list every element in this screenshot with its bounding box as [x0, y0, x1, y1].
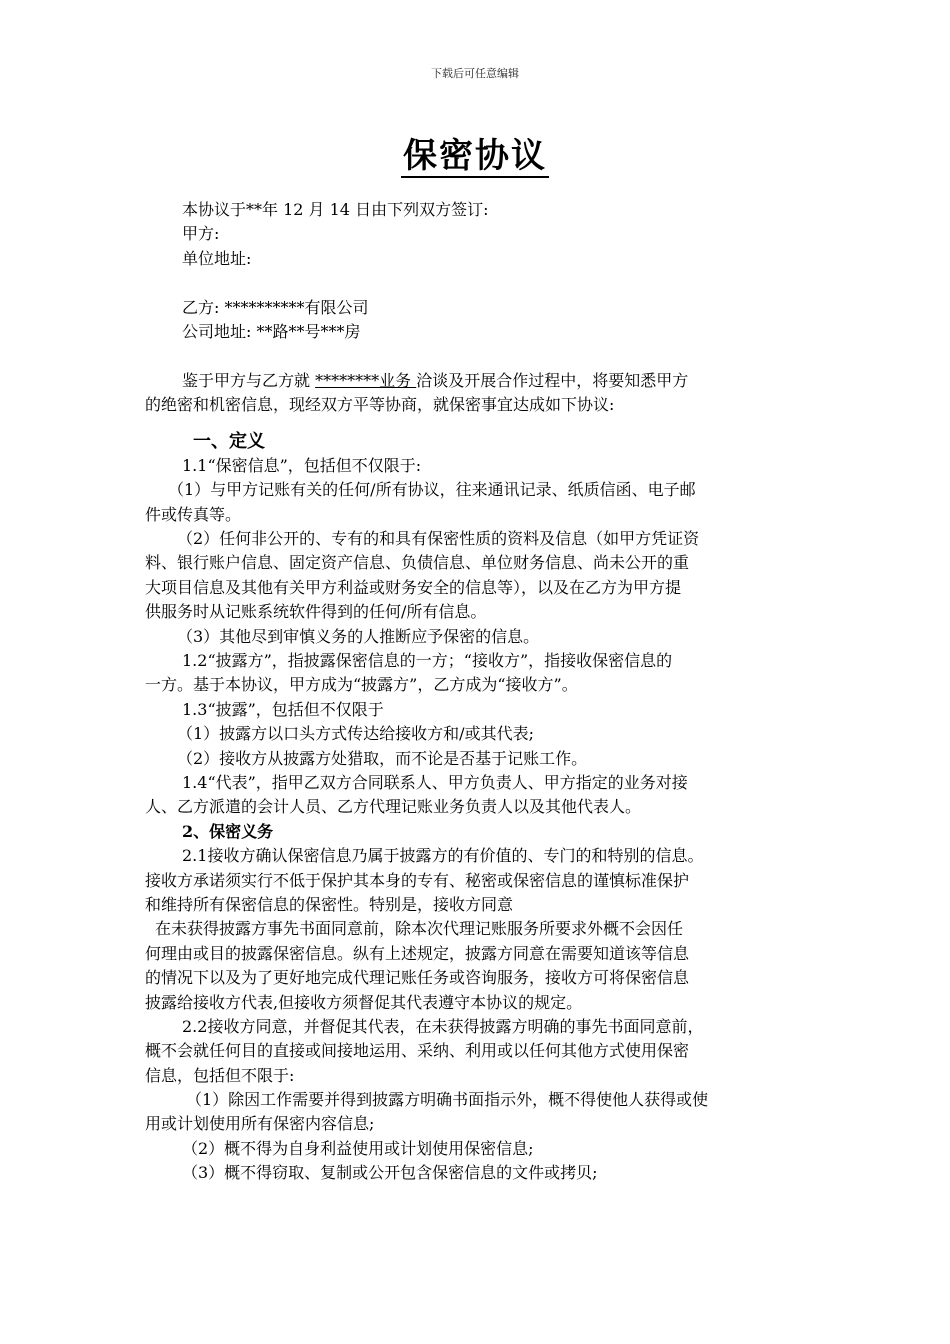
business-placeholder: ********业务 — [315, 370, 417, 390]
section-2-line: 披露给接收方代表,但接收方须督促其代表遵守本协议的规定。 — [145, 992, 583, 1012]
blank-line — [145, 271, 810, 295]
preamble-line-2: 的绝密和机密信息，现经双方平等协商，就保密事宜达成如下协议: — [145, 395, 615, 415]
signing-line: 本协议于**年 12 月 14 日由下列双方签订: — [182, 200, 489, 219]
blank-line — [145, 344, 810, 368]
section-2-line: 和维持所有保密信息的保密性。特别是，接收方同意 — [145, 894, 514, 914]
section-2-line: 在未获得披露方事先书面同意前，除本次代理记账服务所要求外概不会因任 — [155, 919, 684, 939]
section-2-line: 接收方承诺须实行不低于保护其本身的专有、秘密或保密信息的谨慎标准保护 — [145, 870, 690, 890]
section-2-line: 2.1接收方确认保密信息乃属于披露方的有价值的、专门的和特别的信息。 — [182, 846, 704, 866]
header-note: 下载后可任意编辑 — [431, 67, 519, 80]
section-1-line: 一方。基于本协议，甲方成为“披露方”，乙方成为“接收方”。 — [145, 675, 578, 695]
section-1-line: 1.1“保密信息”，包括但不仅限于: — [182, 455, 422, 475]
section-1-line: 大项目信息及其他有关甲方利益或财务安全的信息等），以及在乙方为甲方提 — [145, 577, 682, 597]
section-2-line: （2）概不得为自身利益使用或计划使用保密信息; — [182, 1138, 534, 1158]
spacer — [145, 418, 810, 430]
section-2-line: 概不会就任何目的直接或间接地运用、采纳、利用或以任何其他方式使用保密 — [145, 1041, 690, 1061]
section-2-line: 用或计划使用所有保密内容信息; — [145, 1114, 375, 1134]
section-2-heading: 2、保密义务 — [182, 821, 274, 841]
title-text: 保密协议 — [403, 136, 547, 176]
section-1-line: 1.4“代表”，指甲乙双方合同联系人、甲方负责人、甲方指定的业务对接 — [182, 772, 688, 792]
section-1-line: 1.2“披露方”，指披露保密信息的一方；“接收方”，指接收保密信息的 — [182, 651, 673, 671]
section-1-heading: 一、定义 — [193, 430, 265, 452]
preamble-text: 洽谈及开展合作过程中，将要知悉甲方 — [416, 370, 689, 390]
preamble-line-1 — [145, 369, 810, 393]
section-1-line: （1）披露方以口头方式传达给接收方和/或其代表; — [177, 724, 534, 744]
section-1-line: 供服务时从记账系统软件得到的任何/所有信息。 — [145, 602, 487, 622]
party-a-address-line: 单位地址: — [182, 248, 252, 268]
document-title — [0, 128, 950, 177]
party-b-line: 乙方: **********有限公司 — [182, 297, 369, 317]
section-2-line: 信息，包括但不限于: — [145, 1065, 295, 1085]
section-1-line: 料、银行账户信息、固定资产信息、负债信息、单位财务信息、尚未公开的重 — [145, 553, 690, 573]
preamble-text: 鉴于甲方与乙方就 — [182, 370, 316, 390]
section-1-line: （2）接收方从披露方处猎取，而不论是否基于记账工作。 — [177, 748, 588, 768]
section-2-line: 何理由或目的披露保密信息。纵有上述规定，披露方同意在需要知道该等信息 — [145, 943, 690, 963]
section-2-line: （1）除因工作需要并得到披露方明确书面指示外，概不得使他人获得或使 — [186, 1090, 709, 1110]
section-1-line: （1）与甲方记账有关的任何/所有协议，往来通讯记录、纸质信函、电子邮 — [168, 480, 696, 500]
section-1-line: 件或传真等。 — [145, 504, 242, 524]
section-2-line: （3）概不得窃取、复制或公开包含保密信息的文件或拷贝; — [182, 1163, 598, 1183]
section-1-line: （2）任何非公开的、专有的和具有保密性质的资料及信息（如甲方凭证资 — [177, 529, 700, 549]
section-1-line: 人、乙方派遣的会计人员、乙方代理记账业务负责人以及其他代表人。 — [145, 797, 642, 817]
section-1-line: 1.3“披露”，包括但不仅限于 — [182, 699, 384, 719]
document-body — [145, 198, 810, 1186]
section-1-line: （3）其他尽到审慎义务的人推断应予保密的信息。 — [177, 626, 540, 646]
party-b-address-line: 公司地址: **路**号***房 — [182, 321, 361, 341]
section-2-line: 2.2接收方同意，并督促其代表，在未获得披露方明确的事先书面同意前， — [182, 1016, 704, 1036]
section-2-line: 的情况下以及为了更好地完成代理记账任务或咨询服务，接收方可将保密信息 — [145, 968, 690, 988]
party-a-line: 甲方: — [182, 224, 220, 244]
